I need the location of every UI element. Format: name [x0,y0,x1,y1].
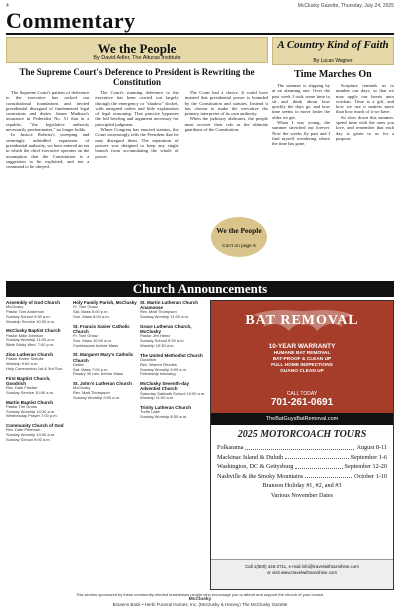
church-directory-col-2 [73,300,137,588]
church-directory-col-3 [140,300,206,588]
church-name: The United Methodist Church [140,352,203,358]
church-detail: Pastor Mike Johnson [6,332,44,338]
church-detail: Saturday Sabbath School 10:00 a.m. [140,390,206,396]
church-name: Holy Family Parish, McClusky [73,300,137,305]
church-entry [140,405,206,420]
church-detail: Pastor Jim Heinz [140,333,171,339]
we-the-people-column [6,37,268,277]
continued-bubble [211,217,267,257]
church-detail: Rev. Dale Peterson [6,427,41,433]
tour-row [217,443,387,453]
ad-line: GUANO CLEAN UP [280,369,324,374]
church-name: First Baptist Church, Goodrich [6,375,51,386]
page-number: 4 [6,3,9,9]
country-faith-column [272,37,394,277]
paragraph: The Court had a choice. It could have insisted that presidential power is bounded by the Constitution and statutes. Instead it has chosen to make the executive the primary interpreter of its own authority. [184,90,268,117]
church-detail: Rev. Matt Thompson [140,309,177,315]
church-entry [73,352,137,377]
motorcoach-tours-ad [217,429,387,500]
contact-line[interactable]: or visit www.travelwithsunshine.com [266,570,338,575]
church-detail: Sunday Worship 10:00 a.m. [6,432,56,438]
tour-row [217,462,387,472]
ad-call [211,391,393,408]
church-detail: Pastor Tom Anderson [6,309,45,314]
church-name: McClusky Baptist Church [6,328,61,334]
church-entry [6,376,70,396]
church-name: St. John's Lutheran Church [73,381,132,387]
church-detail: McClusky [73,385,91,391]
tour-name: Washington, DC & Gettysburg [217,463,294,470]
phone-number[interactable]: 701-261-0691 [270,397,334,408]
church-name: Trinity Lutheran Church [140,405,192,411]
church-detail: Worship 10:30 a.m. [140,343,175,348]
paragraph: So slow down this summer, spend time with the ones you love, and remember that each day is given to us for a purpose. [336,114,394,141]
ad-line: 10-YEAR WARRANTY [268,343,336,350]
church-entry [6,400,70,420]
church-entry [6,328,70,348]
continued-title: We the People [216,226,262,235]
footer-town: McClusky [188,597,212,602]
column-title: We the People [97,41,177,56]
church-detail: Sun. Mass 8:00 a.m. [73,313,110,319]
paragraph: In Justice Roberts's sweeping and seemingly unbridled expansion of presidential authority, we have entered an era in which the chief executive operates on the assumption that the Constitution is a suggestion to be exploited, and not a command to be obeyed. [6,132,90,170]
church-detail: Sun. Mass 10:00 a.m. [73,337,112,343]
paragraph: When I was young, the summer stretched out forever. Now the weeks fly past and I find myself wondering where the time has gone. [272,120,330,147]
church-detail: Worship 9:00 a.m. [6,360,39,366]
contact-line[interactable]: Call 1(800) 446-2711, e-mail info@travelwithsunshine.com [245,564,359,569]
ad-line: HUMANE BAT REMOVAL [273,351,331,356]
ad-services [211,343,393,375]
church-detail: Sunday Worship 11:00 a.m. [6,337,55,343]
church-detail: Sunday School 9:00 a.m. [6,436,51,442]
we-the-people-banner [6,37,268,63]
tour-date: September 12-20 [344,463,387,470]
church-detail: Drake [73,361,84,367]
church-detail: Rev. Dale Fischer [6,384,38,390]
church-name: St. Francis Xavier Catholic Church [73,323,130,334]
ad-brand: BAT REMOVAL [245,313,359,328]
church-name: McClusky Seventh-day Adventist Church [140,381,190,392]
church-entry [6,300,70,324]
ad-website[interactable]: TheBatGuysBatRemoval.com [211,413,393,425]
bubble-shape [211,217,267,257]
church-detail: Sunday Worship 9:00 a.m. [73,394,121,400]
bat-logo [223,307,381,337]
tour-date: September 1-6 [350,453,387,461]
church-detail: Bible Study Wed. 7:00 p.m. [6,342,55,348]
church-detail: Rev. Warren Rhodes [140,361,177,367]
church-detail: Sunday Worship 10:30 a.m. [6,408,56,414]
paragraph: The Court's stunning deference to the executive has been carried out largely through the emergency or "shadow" docket, with unsigned orders and little explanation of legal reasoning. That practice bypasses the full briefing and argument necessary for principled judgment. [95,90,179,127]
church-name: St. Margaret Mary's Catholic Church [73,352,134,363]
masthead-rule [6,33,394,35]
column-byline: By David Adler, The Alturas Institute [93,55,181,61]
church-name: Assembly of God Church [6,300,61,305]
church-detail: Sunday Service 10:00 a.m. [6,389,55,395]
church-entry [73,381,137,401]
tour-name: Mackinac Island & Duluth [217,453,284,461]
leader-dots [295,462,342,469]
church-entry [6,423,70,443]
church-name: Martin Baptist Church [6,399,54,405]
article-col-1 [6,90,89,169]
publication-line: McClusky Gazette, Thursday, July 24, 2025 [297,3,394,9]
church-detail: Sunday Worship 9:00 a.m. [140,366,188,372]
footer-sponsors: Braxens Bank • Herbi Funeral Homes, Inc. (McClusky & Harvey) The McClusky Gazette [112,602,288,607]
leader-dots [305,472,352,479]
church-entry [140,324,206,349]
paragraph: The summer is slipping by at an alarming rate. Over the past week I took some time to sit and think about how quickly the days go, and how time seems to move faster the older we get. [272,83,330,120]
article-col-3 [185,90,268,169]
church-detail: Sunday Worship 11:00 a.m. [140,314,189,320]
tours-contact [211,559,393,589]
leader-dots [285,453,349,460]
tours-title: 2025 MOTORCOACH TOURS [237,429,367,440]
church-detail: Rosary 30 min. before Mass [73,371,124,377]
paragraph: When the judiciary abdicates, the people must recover their role as the ultimate guardians of the Constitution. [184,116,268,133]
church-name: St. Martin Lutheran Church Anamoose [140,300,199,311]
church-detail: Sunday School 9:30 a.m. [6,313,51,319]
tour-date: August 8-11 [356,444,387,451]
article-body [272,83,394,147]
sponsor-footer [6,592,394,607]
article-headline: The Supreme Court's Deference to President is Rewriting the Constitution [19,67,255,87]
church-detail: McClusky [6,304,24,310]
church-detail: Fr. Tom Grosz [73,333,99,338]
ad-line: FULL HOME INSPECTIONS [271,363,333,368]
tour-date: October 1-10 [354,472,387,480]
church-directory-col-1 [6,300,70,588]
church-detail: Sunday School 9:30 a.m. [140,338,185,344]
church-entry [73,324,137,349]
church-entry [6,352,70,372]
church-name: Grace Lutheran Church, McClusky [140,324,192,335]
advertisements [210,300,394,590]
tour-extra: Branson Holiday #1, #2, and #3 [262,482,342,489]
tour-name: Folkarama [217,444,244,451]
article-headline: Time Marches On [294,69,372,80]
column-byline: By Lucas Wagner [313,58,353,64]
church-detail: Sat. Mass 7:00 p.m. [73,366,109,372]
leader-dots [245,443,354,450]
church-detail: Goodrich [140,357,157,362]
church-entry [73,300,137,320]
church-detail: Fellowship following [140,371,176,377]
church-detail: Fr. Tom Grosz [73,304,99,310]
paragraph: Scripture reminds us to number our days, so that we may apply our hearts unto wisdom. Time is a gift, and how we use it matters more than how much of it we have. [336,83,394,115]
church-name: Community Church of God [6,423,64,429]
church-announcements-band: Church Announcements [6,281,394,297]
church-detail: Sunday Worship 8:30 a.m. [140,414,188,420]
tour-row [217,472,387,482]
church-detail: Worship 11:00 a.m. [140,395,175,401]
church-detail: Holy Communion 1st & 3rd Sun. [6,365,64,371]
ad-line: BAT-PROOF & CLEAN UP [272,357,332,362]
church-detail: Pastor Karen Schultz [6,356,44,362]
paragraph: The Supreme Court's pattern of deference to the executive has rocked our constitutional foundations and invited presidential disregard of fundamental legal constraints and duties. James Madison's assurance in Federalist No. 51 that in a republic, "the legislative authority necessarily predominates," no longer holds. [6,90,90,133]
article-col-1 [272,83,330,147]
call-label: CALL TODAY [286,391,318,397]
church-detail: Worship Service 10:30 a.m. [6,318,56,324]
article-body [6,90,268,169]
church-entry [140,353,206,377]
article-col-2 [95,90,178,169]
article-col-2 [336,83,394,147]
tour-row [217,453,387,463]
church-name: Zion Lutheran Church [6,351,53,357]
country-faith-banner [272,37,394,65]
footer-line: This section sponsored by these community-minded businesses people who encourage you to attend and support the church of your choice. [75,592,325,597]
continued-line: Con't on page 6 [222,244,256,249]
bat-removal-ad [211,301,393,413]
church-detail: Pastor Tim Gross [6,403,37,409]
church-detail: Confessions before Mass [73,342,119,348]
paragraph: Where Congress has enacted statutes, the Court increasingly tells the President that he may disregard them. The separation of powers was designed to keep any single branch from accumulating the whole of power. [95,127,179,159]
church-detail: Rev. Matt Thompson [73,390,110,396]
church-detail: Sat. Mass 5:00 p.m. [73,309,109,314]
tour-extra: Various November Dates [270,491,334,499]
church-detail: Wednesday Prayer 7:00 p.m. [6,413,58,419]
tour-name: Nashville & the Smoky Mountains [217,472,304,480]
masthead-title: Commentary [6,8,136,33]
church-entry [140,381,206,401]
church-entry [140,300,206,320]
masthead [6,8,276,34]
church-detail: Turtle Lake [140,409,160,415]
column-title: A Country Kind of Faith [277,39,389,51]
